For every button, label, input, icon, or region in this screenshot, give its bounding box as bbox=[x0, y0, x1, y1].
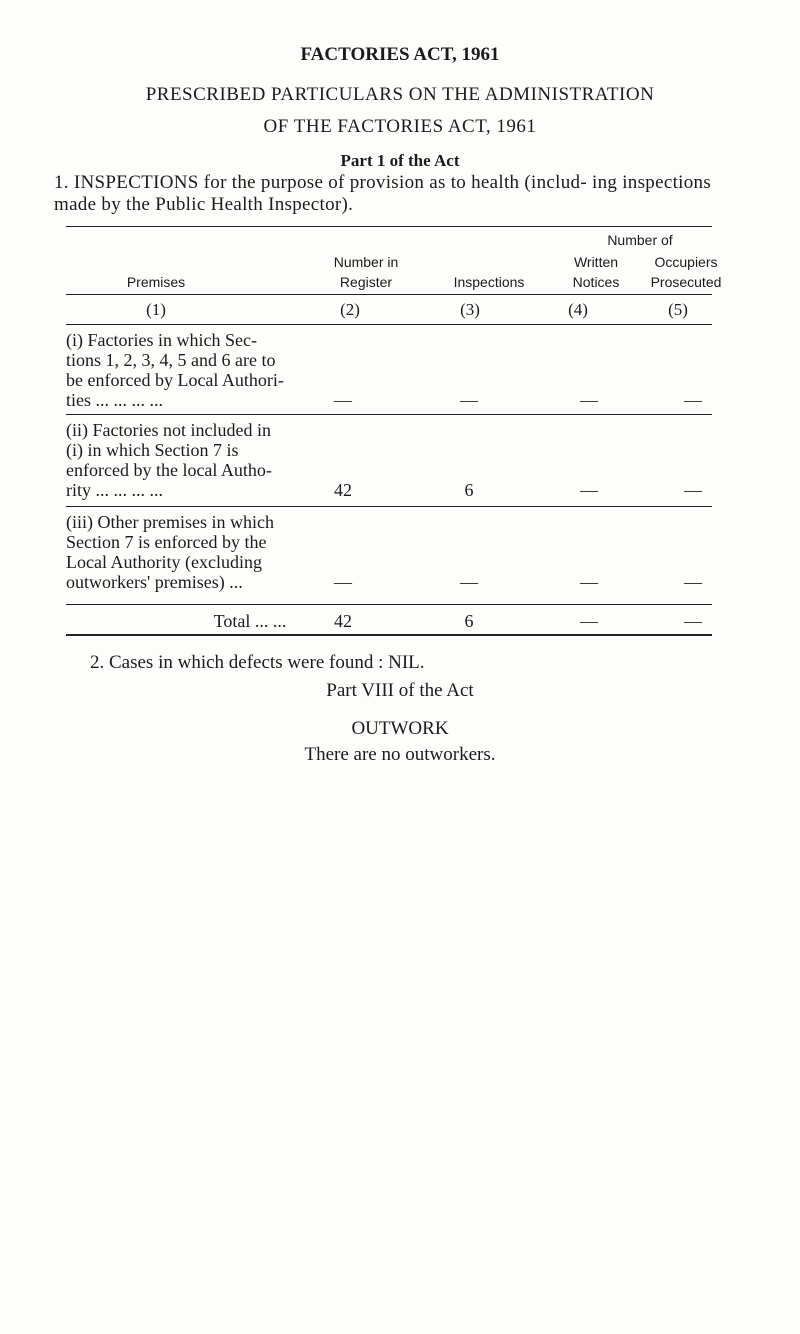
inspections-value: — bbox=[460, 390, 478, 410]
total-register: 42 bbox=[334, 611, 352, 631]
total-label: Total ... ... bbox=[213, 611, 287, 631]
row-label: (ii) Factories not included in (i) in which Section 7 is enforced by the local Autho- bbox=[66, 420, 272, 480]
column-number-1: (1) bbox=[146, 300, 166, 319]
outwork-text: There are no outworkers. bbox=[304, 744, 496, 765]
header-prosecuted: Prosecuted bbox=[650, 274, 722, 290]
register-value: — bbox=[334, 572, 352, 592]
table-bottom-rule bbox=[66, 634, 712, 636]
header-premises: Premises bbox=[126, 274, 186, 290]
total-occupiers-prosecuted: — bbox=[684, 611, 702, 631]
header-occupiers: Occupiers bbox=[654, 254, 718, 270]
column-number-3: (3) bbox=[460, 300, 480, 319]
inspections-intro: 1. INSPECTIONS for the purpose of provision as to health (includ- ing inspections made by the Public Health Inspector). bbox=[54, 172, 712, 215]
register-value: 42 bbox=[334, 480, 352, 500]
row-label: (iii) Other premises in which Section 7 is enforced by the Local Authority (excluding bbox=[66, 512, 274, 572]
header-register: Register bbox=[339, 274, 393, 290]
row-rule bbox=[66, 506, 712, 507]
header-notices: Notices bbox=[572, 274, 620, 290]
total-written-notices: — bbox=[580, 611, 598, 631]
header-written: Written bbox=[573, 254, 619, 270]
column-number-rule bbox=[66, 324, 712, 325]
header-number-of: Number of bbox=[607, 232, 673, 248]
part-1-heading: Part 1 of the Act bbox=[340, 151, 460, 170]
row-label: (i) Factories in which Sec- tions 1, 2, 3, 4, 5 and 6 are to be enforced by Local Authori- bbox=[66, 330, 284, 390]
header-inspections: Inspections bbox=[453, 274, 525, 290]
occupiers-prosecuted-value: — bbox=[684, 480, 702, 500]
act-title: FACTORIES ACT, 1961 bbox=[300, 44, 500, 65]
row-label-last-line: outworkers' premises) ... bbox=[66, 572, 243, 592]
row-label-last-line: ties ... ... ... ... bbox=[66, 390, 163, 410]
written-notices-value: — bbox=[580, 390, 598, 410]
row-rule bbox=[66, 604, 712, 605]
particulars-line-1: PRESCRIBED PARTICULARS ON THE ADMINISTRATION bbox=[145, 84, 655, 105]
column-number-5: (5) bbox=[668, 300, 688, 319]
column-number-2: (2) bbox=[340, 300, 360, 319]
header-number-in: Number in bbox=[333, 254, 399, 270]
outwork-heading: OUTWORK bbox=[351, 718, 449, 739]
particulars-line-2: OF THE FACTORIES ACT, 1961 bbox=[263, 116, 537, 137]
register-value: — bbox=[334, 390, 352, 410]
row-label-last-line: rity ... ... ... ... bbox=[66, 480, 163, 500]
inspections-value: — bbox=[460, 572, 478, 592]
occupiers-prosecuted-value: — bbox=[684, 390, 702, 410]
written-notices-value: — bbox=[580, 480, 598, 500]
written-notices-value: — bbox=[580, 572, 598, 592]
occupiers-prosecuted-value: — bbox=[684, 572, 702, 592]
defects-found-line: 2. Cases in which defects were found : NIL. bbox=[90, 652, 425, 673]
inspections-value: 6 bbox=[464, 480, 474, 500]
column-number-4: (4) bbox=[568, 300, 588, 319]
total-inspections: 6 bbox=[464, 611, 474, 631]
header-rule bbox=[66, 294, 712, 295]
table-top-rule bbox=[66, 226, 712, 227]
row-rule bbox=[66, 414, 712, 415]
part-8-heading: Part VIII of the Act bbox=[326, 680, 474, 701]
